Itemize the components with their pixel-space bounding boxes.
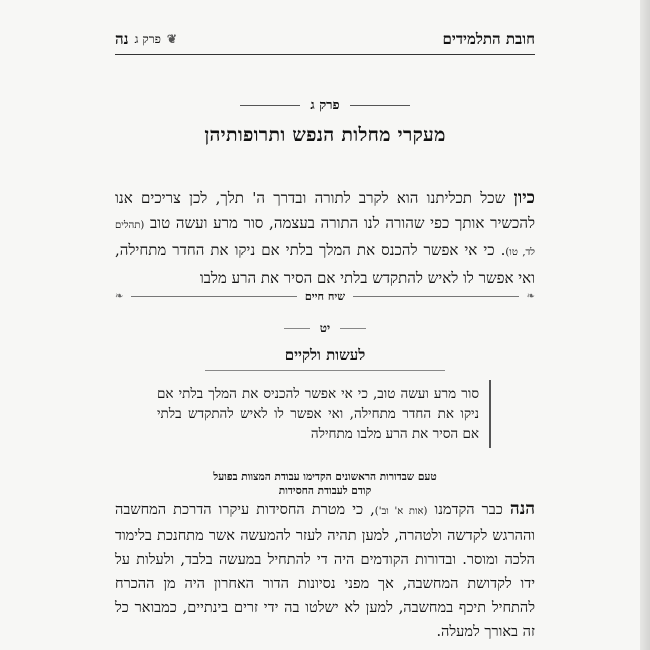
opening-paragraph bbox=[115, 186, 535, 290]
header-rule bbox=[115, 54, 535, 55]
opening-word: כיון bbox=[513, 188, 535, 208]
paragraph2-citation: (אות א' וב') bbox=[374, 506, 428, 517]
subtitle-line-1: טעם שבדורות הראשונים הקדימו עבודת המצוות בפועל bbox=[213, 471, 437, 483]
highlighted-quote: סור מרע ועשה טוב, כי אי אפשר להכניס את המלך בלתי אם ניקו את החדר מתחילה, ואי אפשר לו לאיש להתקדש בלתי אם הסיר את הרע מלבו מתחילה bbox=[157, 380, 491, 448]
section-divider bbox=[115, 289, 535, 303]
divider-flourish-icon: ❧ bbox=[115, 290, 124, 302]
opening-text-b: . כי אי אפשר להכנס את המלך בלתי אם ניקו את החדר מתחילה, ואי אפשר לו לאיש להתקדש בלתי אם הסיר את הרע מלבו bbox=[115, 241, 535, 287]
item-flank-rule bbox=[340, 328, 366, 329]
page-number: נה bbox=[115, 29, 129, 48]
running-head bbox=[115, 28, 535, 50]
running-head-left bbox=[115, 30, 177, 49]
divider-flourish-icon: ❧ bbox=[526, 290, 535, 302]
second-paragraph bbox=[115, 497, 535, 644]
chapter-flank-rule bbox=[240, 105, 300, 106]
item-number-text: יט bbox=[319, 321, 331, 335]
page-spine-shadow bbox=[640, 0, 650, 650]
chapter-flank-rule bbox=[350, 105, 410, 106]
book-title: חובת התלמידים bbox=[442, 29, 535, 48]
chapter-number-text: פרק ג bbox=[310, 98, 340, 113]
item-number bbox=[115, 321, 535, 336]
divider-line bbox=[131, 296, 297, 297]
chapter-number bbox=[115, 97, 535, 113]
paragraph2-opening-word: הנה bbox=[509, 499, 536, 519]
flourish-ornament-icon: ❦ bbox=[166, 32, 177, 46]
chapter-title: מעקרי מחלות הנפש ותרופותיהן bbox=[204, 124, 446, 146]
item-flank-rule bbox=[284, 328, 310, 329]
paragraph2-text-b: , כי מטרת החסידות עיקרו הדרכת המחשבה וההרגש לקדשה ולטהרה, למען תהיה לעזר להמעשה אשר מתחנכת בלימוד הלכה ומוסר. ובדורות הקודמים היה די להתחיל במעשה בלבד, ולעלות על ידו לקדושת המחשבה, אך מפני נסיונות הדור האחרון היה מן ההכרח להתחיל תיכף במחשבה, למען לא ישלטו בה ידי זרים בינתיים, כמבואר כל זה באורך למעלה. bbox=[115, 502, 535, 640]
paragraph2-text-a: כבר הקדמנו bbox=[434, 502, 503, 518]
subsection-subtitle bbox=[115, 470, 535, 498]
opening-text-a: שכל תכליתנו הוא לקרב לתורה ובדרך ה' תלך, לכן צריכים אנו להכשיר אותך כפי שהורה לנו התורה בעצמה, סור מרע ועשה טוב bbox=[115, 189, 535, 232]
item-title: לעשות ולקיים bbox=[284, 346, 366, 364]
item-title-rule bbox=[205, 370, 445, 371]
subtitle-line-2: קודם לעבודת החסידות bbox=[278, 485, 372, 497]
opening-citation: (תהלים לד, טו) bbox=[115, 219, 535, 258]
running-chapter-label: פרק ג bbox=[134, 31, 161, 46]
divider-line bbox=[353, 296, 519, 297]
section-label: שיח חיים bbox=[304, 289, 346, 303]
